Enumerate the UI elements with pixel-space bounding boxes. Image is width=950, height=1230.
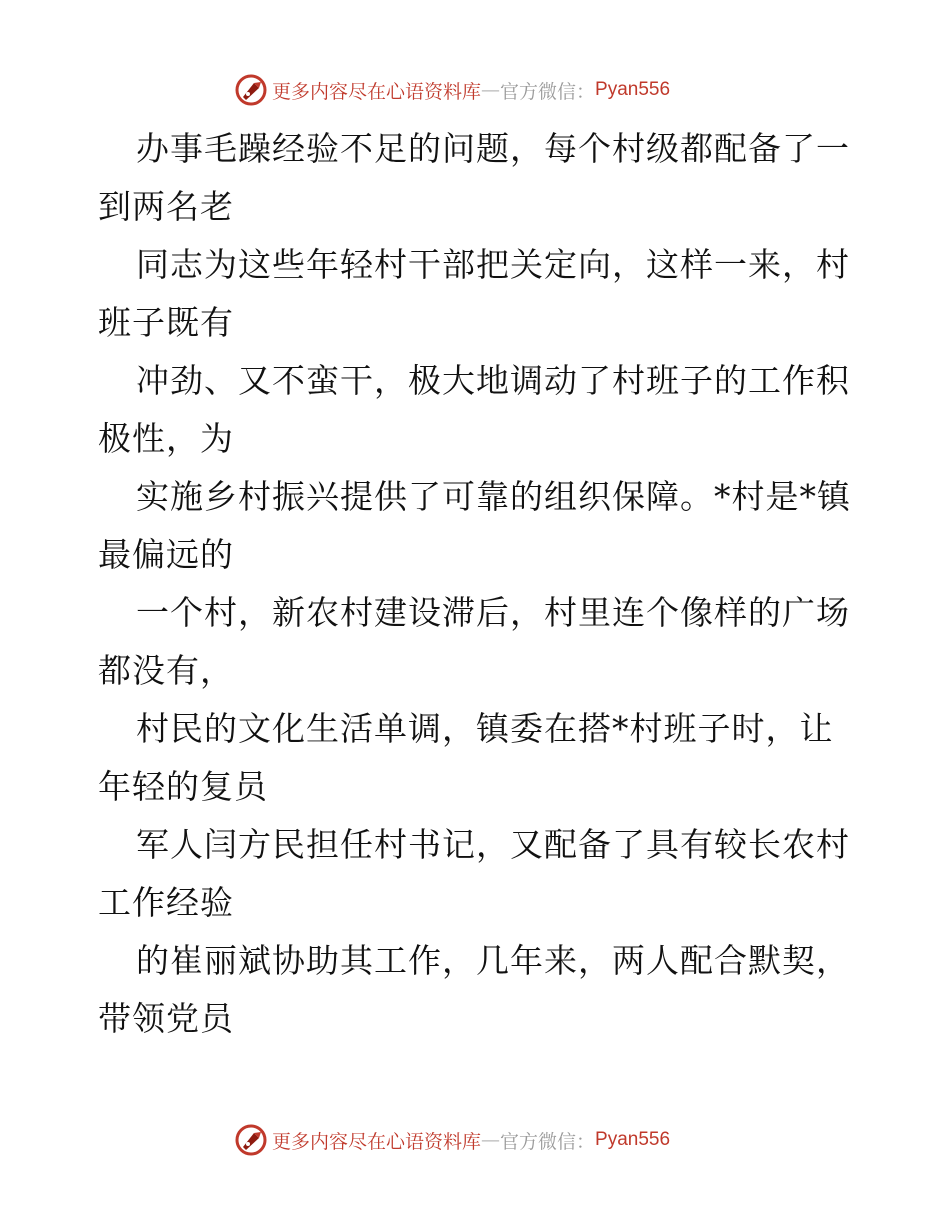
watermark-label: 官方微信： — [500, 80, 596, 103]
body-line: 班子既有 — [98, 303, 234, 342]
pen-nib-logo-icon — [234, 73, 268, 107]
body-line: 军人闫方民担任村书记，又配备了具有较长农村 — [136, 825, 850, 864]
body-line: 同志为这些年轻村干部把关定向，这样一来，村 — [136, 245, 850, 284]
body-line: 带领党员 — [98, 999, 234, 1038]
watermark-label: 官方微信： — [500, 1130, 596, 1153]
header-watermark — [234, 72, 670, 108]
body-line: 冲劲、又不蛮干，极大地调动了村班子的工作积 — [136, 361, 850, 400]
body-line: 极性，为 — [98, 419, 234, 458]
body-line: 的崔丽斌协助其工作，几年来，两人配合默契， — [136, 941, 850, 980]
body-line: 实施乡村振兴提供了可靠的组织保障。*村是*镇 — [136, 477, 851, 516]
body-line: 村民的文化生活单调，镇委在搭*村班子时，让 — [136, 709, 834, 748]
document-body — [98, 120, 858, 1048]
body-line: 一个村，新农村建设滞后，村里连个像样的广场 — [136, 593, 850, 632]
body-line: 最偏远的 — [98, 535, 234, 574]
pen-nib-logo-icon — [234, 1123, 268, 1157]
watermark-separator: — — [481, 79, 501, 101]
watermark-id: Pyan556 — [595, 79, 671, 100]
body-line: 工作经验 — [98, 883, 234, 922]
footer-watermark — [234, 1122, 670, 1158]
watermark-text: 更多内容尽在心语资料库 — [272, 1130, 482, 1153]
body-line: 年轻的复员 — [98, 767, 268, 806]
watermark-text: 更多内容尽在心语资料库 — [272, 80, 482, 103]
body-line: 办事毛躁经验不足的问题，每个村级都配备了一 — [136, 129, 850, 168]
body-line: 到两名老 — [98, 187, 234, 226]
watermark-id: Pyan556 — [595, 1129, 671, 1150]
watermark-separator: — — [481, 1129, 501, 1151]
body-line: 都没有， — [98, 651, 234, 690]
